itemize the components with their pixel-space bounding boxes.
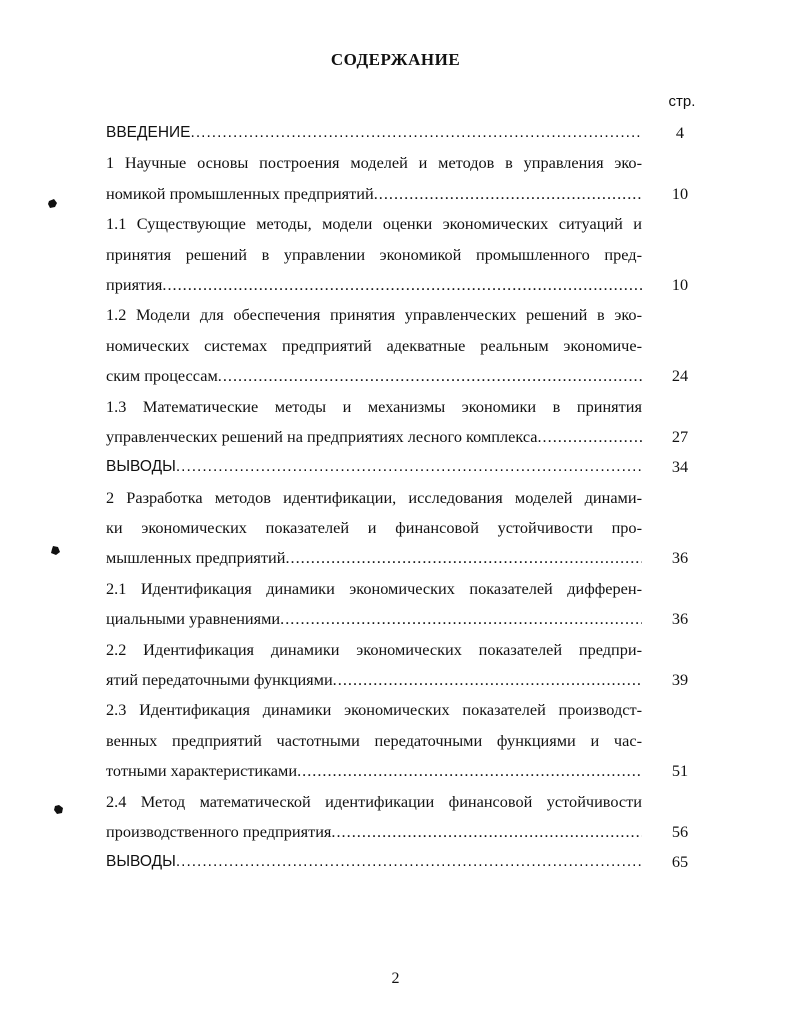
scan-speck-icon xyxy=(51,546,60,555)
toc-line-text: ВВЕДЕНИЕ xyxy=(106,124,191,141)
toc-page-number: 36 xyxy=(671,548,689,568)
leader-dots xyxy=(374,179,642,209)
toc-line xyxy=(106,179,642,209)
leader-dots xyxy=(218,361,642,391)
toc-line-text: ятий передаточными функциями xyxy=(106,670,333,690)
toc-line: венных предприятий частотными передаточными функциями и час- xyxy=(106,730,642,750)
toc-line: 2.1 Идентификация динамики экономических показателей дифферен- xyxy=(106,578,642,598)
toc-line xyxy=(106,118,642,148)
toc-entry[interactable] xyxy=(106,483,702,574)
toc-page-number: 27 xyxy=(671,426,689,446)
toc-line: 2.3 Идентификация динамики экономических показателей производст- xyxy=(106,700,642,720)
toc-line: ки экономических показателей и финансовой устойчивости про- xyxy=(106,518,642,538)
table-of-contents xyxy=(106,118,702,878)
toc-line-text: циальными уравнениями xyxy=(106,609,281,629)
toc-line: 1.2 Модели для обеспечения принятия управленческих решений в эко- xyxy=(106,305,642,325)
leader-dots xyxy=(537,422,642,452)
toc-line: номических системах предприятий адекватные реальным экономиче- xyxy=(106,335,642,355)
toc-entry[interactable] xyxy=(106,452,702,482)
scan-speck-icon xyxy=(48,199,57,208)
leader-dots xyxy=(297,756,642,786)
toc-line-text: номикой промышленных предприятий xyxy=(106,183,374,203)
leader-dots xyxy=(176,847,642,877)
toc-page-number: 56 xyxy=(671,821,689,841)
leader-dots xyxy=(333,665,642,695)
toc-line: 1.3 Математические методы и механизмы экономики в принятия xyxy=(106,396,642,416)
toc-entry[interactable] xyxy=(106,300,702,391)
toc-page-number: 24 xyxy=(671,366,689,386)
toc-line: 1.1 Существующие методы, модели оценки экономических ситуаций и xyxy=(106,214,642,234)
page-number-footer: 2 xyxy=(391,970,400,987)
toc-line xyxy=(106,847,642,877)
leader-dots xyxy=(162,270,642,300)
toc-entry[interactable] xyxy=(106,118,702,148)
toc-line xyxy=(106,604,642,634)
leader-dots xyxy=(331,817,642,847)
toc-entry[interactable] xyxy=(106,787,702,848)
toc-line: 2.4 Метод математической идентификации финансовой устойчивости xyxy=(106,791,642,811)
toc-line xyxy=(106,422,642,452)
toc-entry[interactable] xyxy=(106,847,702,877)
toc-line-text: управленческих решений на предприятиях лесного комплекса xyxy=(106,426,538,446)
toc-line xyxy=(106,817,642,847)
toc-line-text: приятия xyxy=(106,274,163,294)
toc-title: СОДЕРЖАНИЕ xyxy=(330,50,461,69)
toc-page-number: 4 xyxy=(675,123,685,142)
scan-speck-icon xyxy=(54,805,63,814)
toc-page-number: 39 xyxy=(671,670,689,690)
toc-line-text: ВЫВОДЫ xyxy=(106,458,176,476)
toc-page-number: 34 xyxy=(671,457,689,477)
toc-page-number: 36 xyxy=(671,609,689,629)
toc-entry[interactable] xyxy=(106,392,702,453)
toc-line-text: мышленных предприятий xyxy=(106,548,286,568)
toc-entry[interactable] xyxy=(106,635,702,696)
toc-line xyxy=(106,361,642,391)
leader-dots xyxy=(176,452,642,482)
toc-line-text: тотными характеристиками xyxy=(106,761,298,781)
toc-line xyxy=(106,270,642,300)
toc-line-text: производственного предприятия xyxy=(106,821,332,841)
toc-line-text: ским процессам xyxy=(106,366,218,386)
leader-dots xyxy=(191,118,642,148)
toc-line: 2.2 Идентификация динамики экономических показателей предпри- xyxy=(106,639,642,659)
toc-page-number: 10 xyxy=(671,183,689,203)
toc-line xyxy=(106,452,642,482)
toc-entry[interactable] xyxy=(106,574,702,635)
toc-line xyxy=(106,756,642,786)
toc-line xyxy=(106,543,642,573)
toc-line: принятия решений в управлении экономикой промышленного пред- xyxy=(106,244,642,264)
leader-dots xyxy=(280,604,642,634)
toc-line: 2 Разработка методов идентификации, исследования моделей динами- xyxy=(106,487,642,507)
toc-page-number: 10 xyxy=(671,274,689,294)
page-column-header: стр. xyxy=(668,93,696,110)
toc-line xyxy=(106,665,642,695)
leader-dots xyxy=(285,543,642,573)
toc-line: 1 Научные основы построения моделей и методов в управления эко- xyxy=(106,153,642,173)
toc-entry[interactable] xyxy=(106,695,702,786)
toc-page-number: 51 xyxy=(671,761,689,781)
toc-page-number: 65 xyxy=(671,852,689,872)
toc-entry[interactable] xyxy=(106,209,702,300)
toc-entry[interactable] xyxy=(106,148,702,209)
toc-line-text: ВЫВОДЫ xyxy=(106,853,176,871)
